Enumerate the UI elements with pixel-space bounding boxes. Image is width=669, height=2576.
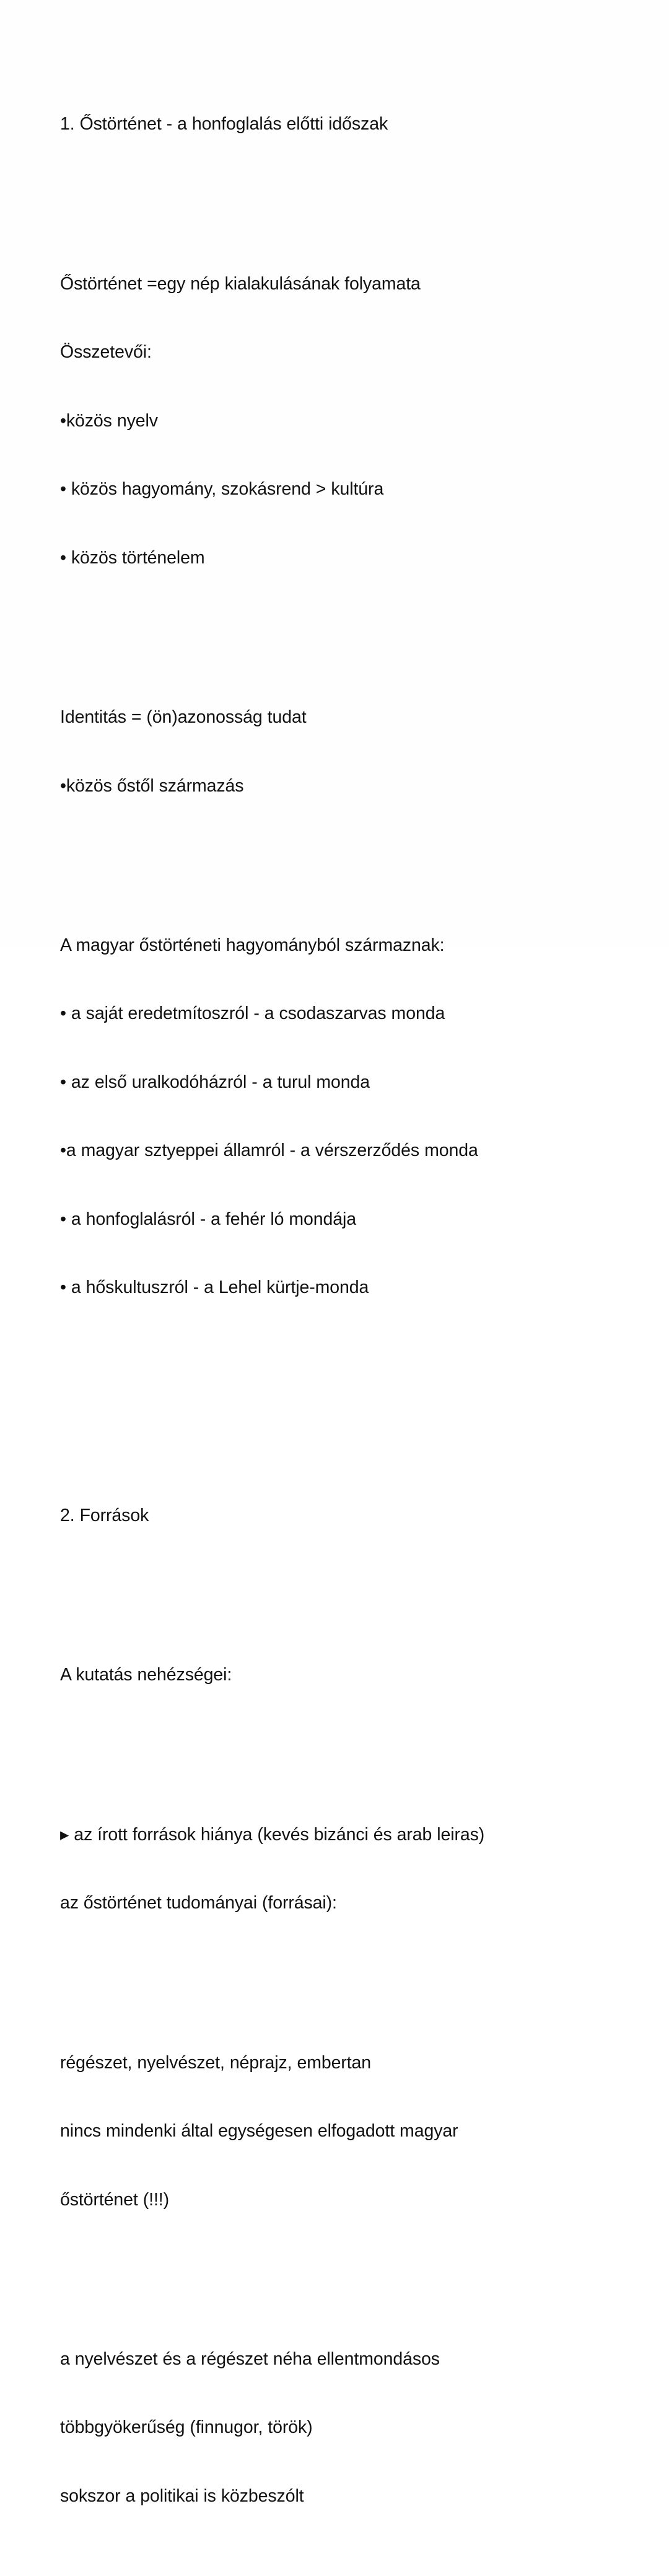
text-line: régészet, nyelvészet, néprajz, embertan [60, 2052, 372, 2073]
text-line: sokszor a politikai is közbeszólt [60, 2486, 304, 2506]
text-line: nincs mindenki által egységesen elfogadott magyar [60, 2121, 458, 2142]
text-line: Összetevői: [60, 342, 152, 363]
bullet-list-item: • az első uralkodóházról - a turul monda [60, 1072, 370, 1092]
text-line: őstörténet (!!!) [60, 2189, 170, 2210]
blank-line [60, 843, 632, 866]
section-heading-1: 1. Őstörténet - a honfoglalás előtti időszak [60, 114, 388, 135]
text-line: A magyar őstörténeti hagyományból származnak: [60, 935, 445, 956]
document-text-body [60, 45, 632, 2576]
bullet-list-item: • közös történelem [60, 547, 205, 568]
blank-line [60, 2257, 632, 2280]
text-line: a nyelvészet és a régészet néha ellentmondásos [60, 2349, 440, 2370]
text-line: A kutatás nehézségei: [60, 1665, 232, 1685]
section-gap [60, 1367, 632, 1436]
blank-line [60, 1573, 632, 1595]
section-heading-2: 2. Források [60, 1505, 149, 1525]
triangle-bullet-list-item: ▸ az írott források hiánya (kevés bizánci és arab leiras) [60, 1824, 485, 1845]
bullet-list-item: • a saját eredetmítoszról - a csodaszarvas monda [60, 1003, 445, 1024]
bullet-list-item: • a honfoglalásról - a fehér ló mondája [60, 1209, 357, 1229]
bullet-list-item: •közös nyelv [60, 410, 158, 431]
bullet-list-item: • a hőskultuszról - a Lehel kürtje-monda [60, 1277, 369, 1298]
blank-line [60, 182, 632, 205]
text-line: többgyökerűség (finnugor, török) [60, 2417, 313, 2438]
blank-line [60, 615, 632, 638]
text-line: az őstörténet tudományai (forrásai): [60, 1893, 337, 1913]
bullet-list-item: •a magyar sztyeppei államról - a vérszerződés monda [60, 1140, 478, 1161]
bullet-list-item: •közös őstől származás [60, 775, 244, 796]
text-line: Őstörténet =egy nép kialakulásának folyamata [60, 273, 421, 294]
blank-line [60, 1961, 632, 1983]
blank-line [60, 1732, 632, 1755]
text-line: Identitás = (ön)azonosság tudat [60, 707, 307, 728]
bullet-list-item: • közös hagyomány, szokásrend > kultúra [60, 479, 384, 500]
